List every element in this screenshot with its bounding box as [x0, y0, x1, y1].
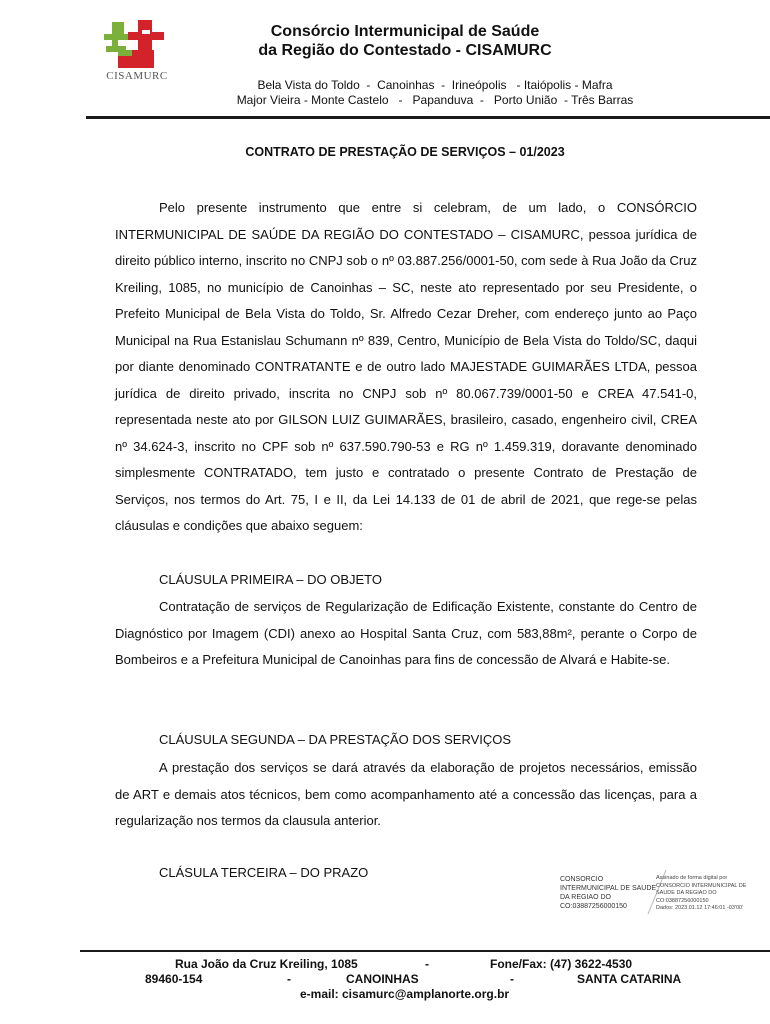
- org-title-line-1: Consórcio Intermunicipal de Saúde: [270, 23, 540, 40]
- sig-right-line: SAUDE DA REGIAO DO: [656, 890, 717, 896]
- sig-right-line: CO:03887256000150: [656, 897, 709, 904]
- sig-right-line: CONSORCIO INTERMUNICIPAL DE: [656, 882, 747, 889]
- sig-left-line: DA REGIAO DO: [560, 894, 611, 901]
- footer-separator: -: [510, 972, 514, 986]
- sig-right-line: Assinado de forma digital por: [656, 875, 728, 881]
- sig-right-line: Dados: 2023.01.12 17:46:01 -03'00': [656, 905, 744, 911]
- footer-city: CANOINHAS: [346, 972, 419, 986]
- footer-separator: -: [287, 972, 291, 986]
- footer-address: Rua João da Cruz Kreiling, 1085: [175, 957, 358, 971]
- footer-email: e-mail: cisamurc@amplanorte.org.br: [300, 987, 510, 1001]
- footer-rule: [80, 950, 770, 952]
- digital-signature-details: [656, 875, 756, 913]
- clause-2-heading: CLÁUSULA SEGUNDA – DA PRESTAÇÃO DOS SERVIÇOS: [159, 732, 512, 747]
- logo-text: CISAMURC: [106, 70, 168, 82]
- sig-left-line: CONSORCIO: [560, 876, 604, 883]
- sig-left-line: INTERMUNICIPAL DE SAUDE: [560, 885, 657, 892]
- footer-phone: Fone/Fax: (47) 3622-4530: [490, 957, 633, 971]
- document-title: CONTRATO DE PRESTAÇÃO DE SERVIÇOS – 01/2023: [245, 145, 565, 159]
- intro-paragraph: Pelo presente instrumento que entre si celebram, de um lado, o CONSÓRCIO INTERMUNICIPAL DE SAÚDE DA REGIÃO DO CONTESTADO – CISAMURC, pessoa jurídica de direito público interno, inscrito no CNPJ sob o nº 03.887.256/0001-50, com sede à Rua João da Cruz Kreiling, 1085, no município de Canoinhas – SC, neste ato representado por seu Presidente, o Prefeito Municipal de Bela Vista do Toldo, Sr. Alfredo Cezar Dreher, com endereço junto ao Paço Municipal na Rua Estanislau Schumann nº 839, Centro, Município de Bela Vista do Toldo/SC, daqui por diante denominado CONTRATANTE e de outro lado MAJESTADE GUIMARÃES LTDA, pessoa jurídica de direito privado, inscrita no CNPJ sob nº 80.067.739/0001-50 e CREA 47.541-0, representada neste ato por GILSON LUIZ GUIMARÃES, brasileiro, casado, engenheiro civil, CREA nº 34.624-3, inscrito no CPF sob nº 637.590.790-53 e RG nº 1.459.319, doravante denominado simplesmente CONTRATADO, tem justo e contratado o presente Contrato de Prestação de Serviços, nos termos do Art. 75, I e II, da Lei 14.133 de 01 de abril de 2021, que rege-se pelas cláusulas e condições que abaixo seguem:: [115, 200, 697, 533]
- footer-cep: 89460-154: [145, 972, 203, 986]
- footer-separator: -: [425, 957, 429, 971]
- cities-line-2: Major Vieira - Monte Castelo - Papanduva - Porto União - Três Barras: [236, 93, 634, 107]
- organization-title: [230, 22, 580, 60]
- member-cities: [215, 78, 655, 108]
- header-rule: [86, 116, 770, 119]
- clause-1-heading: CLÁUSULA PRIMEIRA – DO OBJETO: [159, 572, 382, 587]
- footer-state: SANTA CATARINA: [577, 972, 682, 986]
- org-title-line-2: da Região do Contestado - CISAMURC: [258, 42, 552, 59]
- cities-line-1: Bela Vista do Toldo - Canoinhas - Irineópolis - Itaiópolis - Mafra: [257, 78, 613, 92]
- clause-2-text: A prestação dos serviços se dará através da elaboração de projetos necessários, emissão de ART e demais atos técnicos, bem como acompanhamento até a concessão das licenças, para a regularização nos termos da clausula anterior.: [115, 760, 697, 828]
- clause-1-text: Contratação de serviços de Regularização de Edificação Existente, constante do Centro de Diagnóstico por Imagem (CDI) anexo ao Hospital Santa Cruz, com 583,88m², perante o Corpo de Bombeiros e a Prefeitura Municipal de Canoinhas para fins de concessão de Alvará e Habite-se.: [115, 599, 697, 667]
- sig-left-line: CO:03887256000150: [560, 903, 627, 910]
- clause-3-heading: CLÁSULA TERCEIRA – DO PRAZO: [159, 865, 369, 880]
